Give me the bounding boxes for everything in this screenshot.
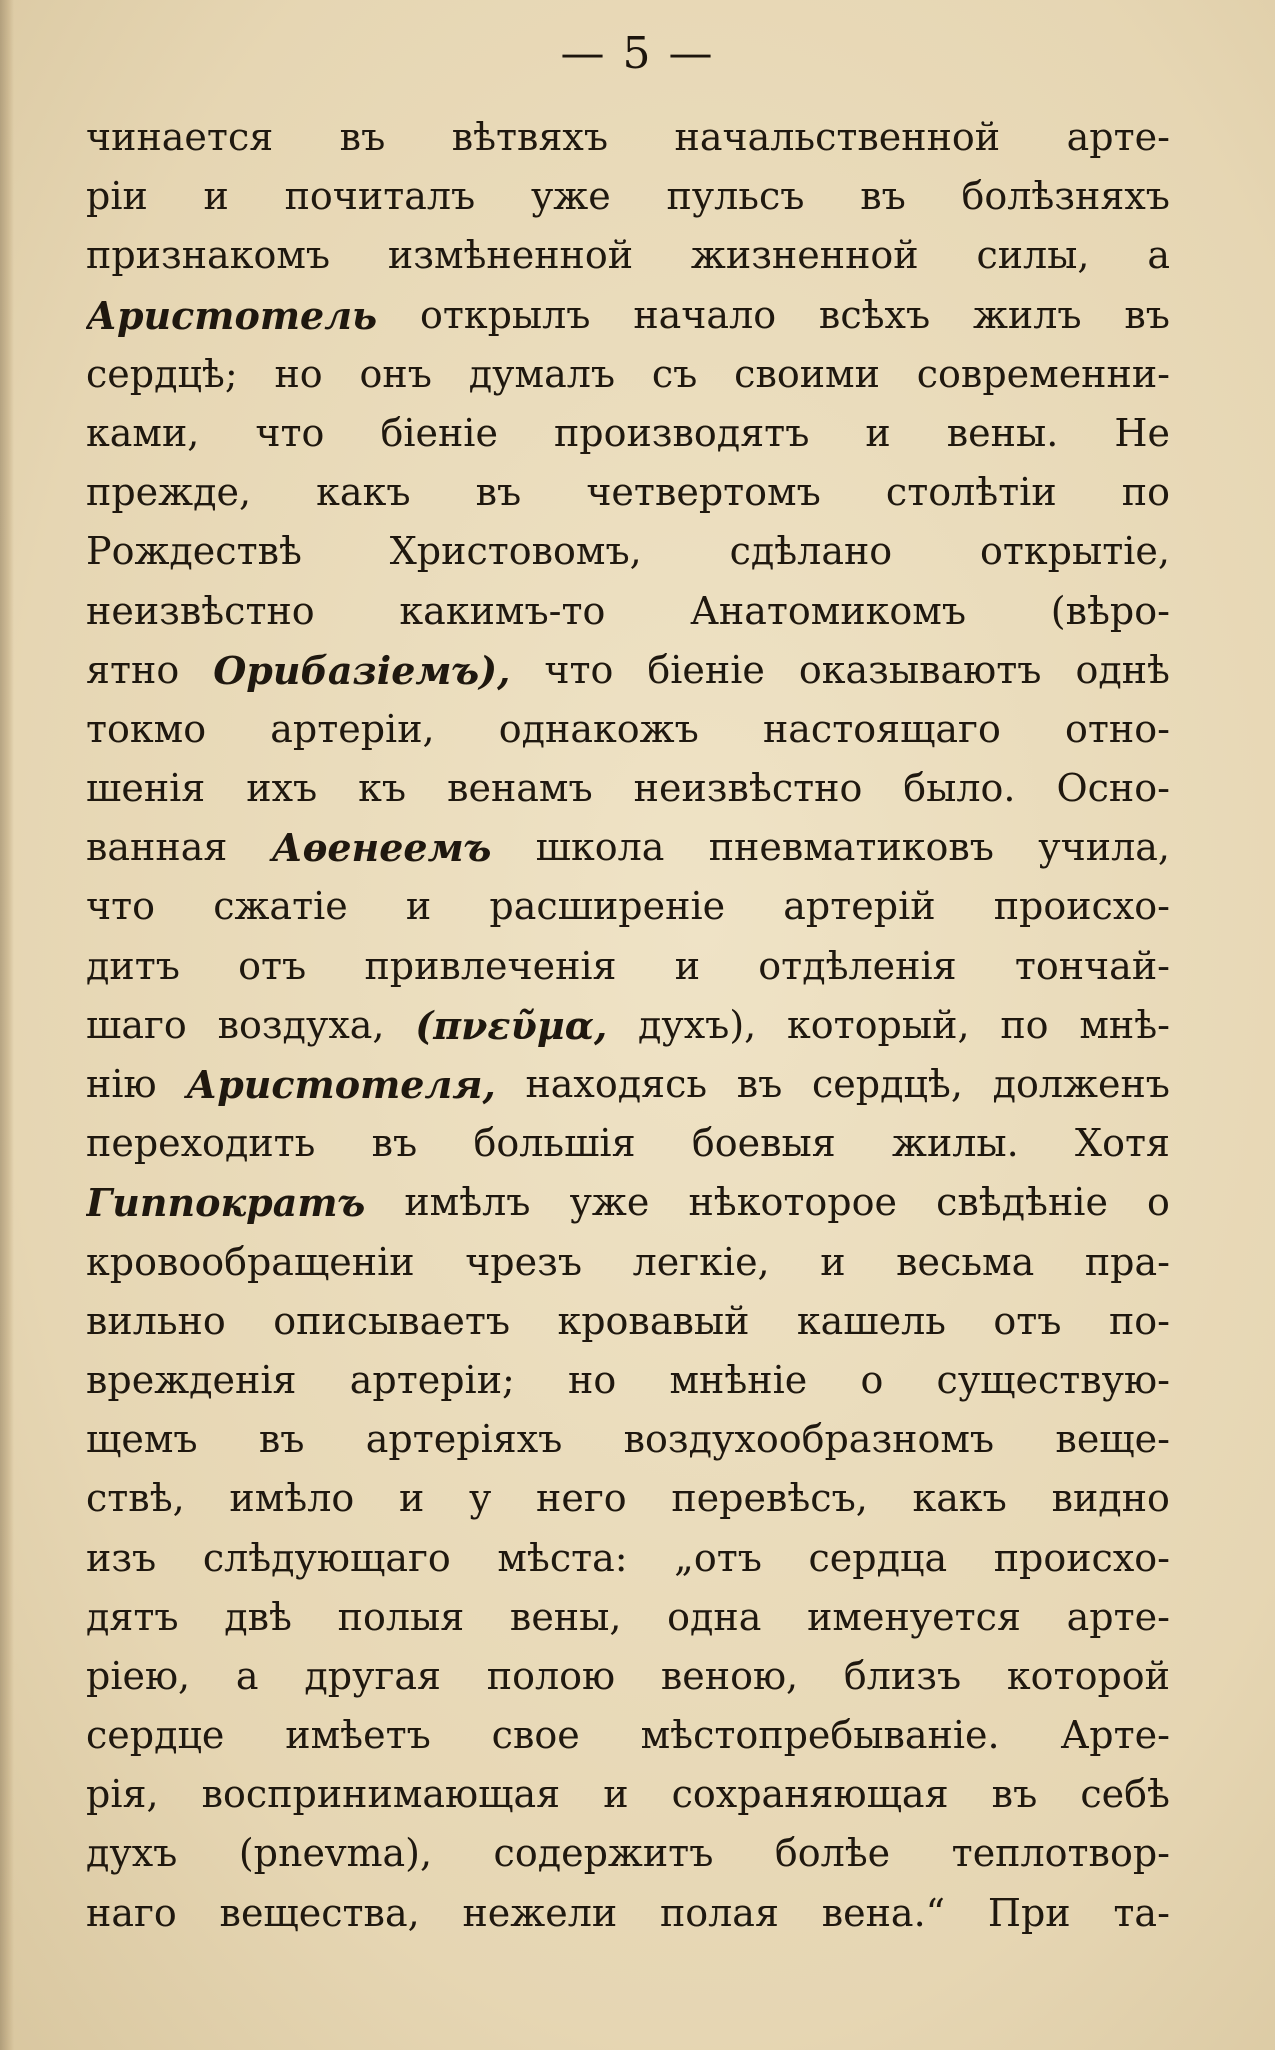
- italic-word: Аристотеля,: [186, 1062, 496, 1107]
- word: и: [398, 1476, 425, 1521]
- word: въ: [991, 1772, 1038, 1817]
- word: кровавый: [557, 1298, 750, 1343]
- word: слѣдующаго: [202, 1535, 451, 1580]
- word: неизвѣстно: [633, 766, 863, 811]
- word: Хотя: [1075, 1121, 1170, 1166]
- word: въ: [339, 115, 386, 159]
- word: въ: [371, 1121, 418, 1166]
- word: ихъ: [246, 766, 318, 811]
- word: у: [468, 1476, 492, 1521]
- text-line: [86, 1706, 1170, 1765]
- word: какимъ-то: [399, 588, 606, 633]
- word: вена.“: [821, 1890, 946, 1935]
- word: однѣ: [1075, 647, 1170, 692]
- word: начальственной: [674, 115, 1001, 159]
- word: а: [1147, 233, 1170, 278]
- word: дитъ: [86, 943, 180, 988]
- word: арте-: [1066, 1594, 1170, 1639]
- word: мѣстопребываніе.: [640, 1713, 1000, 1758]
- word: щемъ: [86, 1417, 198, 1462]
- word: жилы.: [891, 1121, 1019, 1166]
- italic-word: Гиппократъ: [86, 1180, 366, 1226]
- text-line: [86, 167, 1170, 226]
- word: себѣ: [1080, 1772, 1170, 1817]
- word: врежденія: [86, 1357, 297, 1402]
- word: уже: [569, 1180, 650, 1225]
- page-number: — 5 —: [560, 28, 715, 79]
- word: мнѣ-: [1079, 1002, 1170, 1047]
- text-line: [86, 1410, 1170, 1469]
- word: теплотвор-: [951, 1831, 1170, 1876]
- word: отъ: [993, 1298, 1062, 1343]
- text-line: [86, 996, 1170, 1055]
- word: въ: [1124, 292, 1170, 337]
- text-line: [86, 463, 1170, 522]
- text-line: [86, 818, 1170, 877]
- word: въ: [736, 1062, 783, 1106]
- word: При: [987, 1890, 1071, 1935]
- word: веще-: [1055, 1417, 1170, 1462]
- word: венамъ: [447, 766, 593, 811]
- word: вещества,: [219, 1890, 420, 1935]
- word: ванная: [86, 825, 228, 870]
- word: наго: [86, 1890, 177, 1935]
- word: всѣхъ: [818, 292, 931, 337]
- word: содержитъ: [493, 1831, 714, 1876]
- page-binding-edge: [0, 0, 14, 2050]
- word: веною,: [660, 1653, 799, 1698]
- word: дятъ: [86, 1594, 179, 1639]
- body-text: [86, 108, 1170, 1943]
- word: одна: [667, 1594, 762, 1639]
- word: вены,: [509, 1594, 622, 1639]
- text-line: [86, 1884, 1170, 1943]
- word: та-: [1113, 1890, 1170, 1935]
- word: него: [536, 1476, 627, 1521]
- word: имѣетъ: [285, 1713, 431, 1758]
- text-line: [86, 1114, 1170, 1173]
- word: Анатомикомъ: [690, 588, 967, 633]
- text-line: [86, 877, 1170, 936]
- text-line: [86, 937, 1170, 996]
- word: что: [86, 884, 156, 929]
- word: другая: [304, 1653, 441, 1698]
- word: Не: [1114, 410, 1170, 455]
- word: артеріи;: [349, 1357, 515, 1402]
- word: свѣдѣніе: [936, 1180, 1108, 1225]
- word: открытіе,: [980, 529, 1170, 574]
- word: (pnevma),: [238, 1831, 433, 1876]
- text-line: [86, 1351, 1170, 1410]
- word: рія,: [86, 1772, 159, 1817]
- text-line: [86, 1588, 1170, 1647]
- word: воздухообразномъ: [623, 1417, 995, 1462]
- word: и: [203, 174, 229, 219]
- word: тончай-: [1014, 943, 1170, 988]
- word: учила,: [1038, 825, 1170, 870]
- italic-word: Аѳенеемъ: [271, 825, 492, 871]
- word: имѣло: [229, 1476, 355, 1521]
- word: какъ: [912, 1476, 1007, 1521]
- word: біеніе: [647, 647, 765, 692]
- word: сжатіе: [213, 884, 348, 929]
- word: долженъ: [992, 1062, 1170, 1106]
- text-line: [86, 1647, 1170, 1706]
- word: біеніе: [380, 410, 498, 455]
- word: полою: [486, 1653, 616, 1698]
- word: по-: [1108, 1298, 1170, 1343]
- word: шенія: [86, 766, 206, 811]
- word: болѣе: [774, 1831, 891, 1876]
- text-line: [86, 1824, 1170, 1883]
- text-line: [86, 345, 1170, 404]
- word: имѣлъ: [404, 1180, 531, 1225]
- word: духъ),: [637, 1002, 757, 1047]
- text-line: [86, 582, 1170, 641]
- word: какъ: [316, 470, 411, 515]
- text-line: [86, 700, 1170, 759]
- word: признакомъ: [86, 233, 331, 278]
- word: по: [1000, 1002, 1049, 1047]
- text-line: [86, 759, 1170, 818]
- word: сердцѣ;: [86, 351, 238, 396]
- word: измѣненной: [387, 233, 634, 278]
- word: отъ: [238, 943, 307, 988]
- word: сердцѣ,: [812, 1062, 963, 1106]
- word: съ: [651, 351, 698, 396]
- word: было.: [903, 766, 1016, 811]
- word: находясь: [525, 1062, 708, 1106]
- word: ятно: [86, 647, 180, 692]
- word: шаго: [86, 1002, 187, 1047]
- word: который,: [787, 1002, 970, 1047]
- word: прежде,: [86, 470, 252, 515]
- word: жизненной: [690, 233, 919, 278]
- text-line: [86, 1292, 1170, 1351]
- word: нію: [86, 1062, 157, 1106]
- word: описываетъ: [273, 1298, 511, 1343]
- word: боевыя: [691, 1121, 836, 1166]
- word: силы,: [976, 233, 1090, 278]
- word: легкіе,: [632, 1239, 770, 1284]
- word: отдѣленія: [758, 943, 957, 988]
- word: чинается: [86, 115, 274, 159]
- word: по: [1121, 470, 1170, 515]
- word: и: [405, 884, 432, 929]
- word: происхо-: [993, 884, 1170, 929]
- text-line: [86, 1469, 1170, 1528]
- word: неизвѣстно: [86, 588, 315, 633]
- word: столѣтіи: [885, 470, 1057, 515]
- word: и: [603, 1772, 629, 1817]
- word: воздуха,: [217, 1002, 385, 1047]
- word: производятъ: [553, 410, 810, 455]
- word: настоящаго: [762, 706, 1001, 751]
- word: открылъ: [419, 292, 591, 337]
- text-line: [86, 522, 1170, 581]
- word: Осно-: [1056, 766, 1170, 811]
- word: четвертомъ: [586, 470, 821, 515]
- word: вены.: [946, 410, 1059, 455]
- word: ками,: [86, 410, 200, 455]
- word: которой: [1006, 1653, 1170, 1698]
- word: что: [544, 647, 614, 692]
- word: мнѣніе: [669, 1357, 808, 1402]
- word: именуется: [807, 1594, 1021, 1639]
- word: сердце: [86, 1713, 225, 1758]
- word: привлеченія: [364, 943, 617, 988]
- word: вѣтвяхъ: [451, 115, 609, 159]
- word: артеріяхъ: [365, 1417, 563, 1462]
- text-line: [86, 641, 1170, 700]
- word: сохраняющая: [671, 1772, 949, 1817]
- word: полая: [659, 1890, 779, 1935]
- word: изъ: [86, 1535, 157, 1580]
- word: происхо-: [993, 1535, 1170, 1580]
- word: пра-: [1084, 1239, 1170, 1284]
- word: онъ: [359, 351, 432, 396]
- word: сердца: [808, 1535, 948, 1580]
- word: токмо: [86, 706, 207, 751]
- word: артеріи,: [270, 706, 435, 751]
- word: арте-: [1066, 115, 1170, 159]
- italic-word: (πνεῦμα,: [415, 1002, 608, 1048]
- word: мѣста:: [497, 1535, 628, 1580]
- word: расширеніе: [489, 884, 726, 929]
- text-line: [86, 286, 1170, 345]
- word: о: [860, 1357, 884, 1402]
- word: въ: [258, 1417, 305, 1462]
- text-line: [86, 1765, 1170, 1824]
- italic-word: Орибазіемъ),: [213, 647, 511, 693]
- word: чрезъ: [465, 1239, 583, 1284]
- word: начало: [633, 292, 777, 337]
- word: весьма: [896, 1239, 1035, 1284]
- text-line: [86, 108, 1170, 167]
- word: сдѣлано: [729, 529, 893, 574]
- word: школа: [535, 825, 665, 870]
- text-line: [86, 1529, 1170, 1588]
- word: вильно: [86, 1298, 226, 1343]
- text-line: [86, 404, 1170, 463]
- word: нежели: [462, 1890, 618, 1935]
- word: переходить: [86, 1121, 316, 1166]
- word: и: [865, 410, 891, 455]
- word: своими: [734, 351, 880, 396]
- word: жилъ: [972, 292, 1082, 337]
- word: Рождествѣ: [86, 529, 302, 574]
- word: что: [255, 410, 325, 455]
- word: полыя: [337, 1594, 465, 1639]
- word: пульсъ: [666, 174, 805, 219]
- text-line: [86, 226, 1170, 285]
- word: духъ: [86, 1831, 178, 1876]
- word: болѣзняхъ: [961, 174, 1170, 219]
- word: а: [235, 1653, 259, 1698]
- word: свое: [491, 1713, 580, 1758]
- word: Христовомъ,: [389, 529, 642, 574]
- word: кашель: [796, 1298, 946, 1343]
- word: артерій: [783, 884, 936, 929]
- word: ріи: [86, 174, 148, 219]
- word: къ: [358, 766, 407, 811]
- word: уже: [530, 174, 611, 219]
- word: воспринимающая: [201, 1772, 561, 1817]
- word: о: [1147, 1180, 1170, 1225]
- word: почиталъ: [284, 174, 476, 219]
- word: двѣ: [224, 1594, 292, 1639]
- word: ствѣ,: [86, 1476, 185, 1521]
- word: нѣкоторое: [688, 1180, 897, 1225]
- word: видно: [1051, 1476, 1170, 1521]
- text-line: [86, 1173, 1170, 1232]
- text-line: [86, 1055, 1170, 1114]
- word: но: [274, 351, 323, 396]
- word: „отъ: [674, 1535, 762, 1580]
- word: и: [674, 943, 701, 988]
- word: пневматиковъ: [708, 825, 994, 870]
- word: оказываютъ: [798, 647, 1042, 692]
- word: (вѣро-: [1050, 588, 1170, 633]
- word: въ: [475, 470, 522, 515]
- word: думалъ: [468, 351, 616, 396]
- word: современни-: [916, 351, 1170, 396]
- word: Арте-: [1060, 1713, 1170, 1758]
- word: кровообращеніи: [86, 1239, 415, 1284]
- word: но: [568, 1357, 617, 1402]
- word: ріею,: [86, 1653, 191, 1698]
- text-line: [86, 1233, 1170, 1292]
- word: и: [820, 1239, 846, 1284]
- word: однакожъ: [498, 706, 699, 751]
- word: существую-: [936, 1357, 1170, 1402]
- word: перевѣсъ,: [671, 1476, 868, 1521]
- word: близъ: [843, 1653, 962, 1698]
- word: отно-: [1065, 706, 1170, 751]
- italic-word: Аристотель: [86, 292, 378, 338]
- word: большія: [473, 1121, 636, 1166]
- word: въ: [860, 174, 906, 219]
